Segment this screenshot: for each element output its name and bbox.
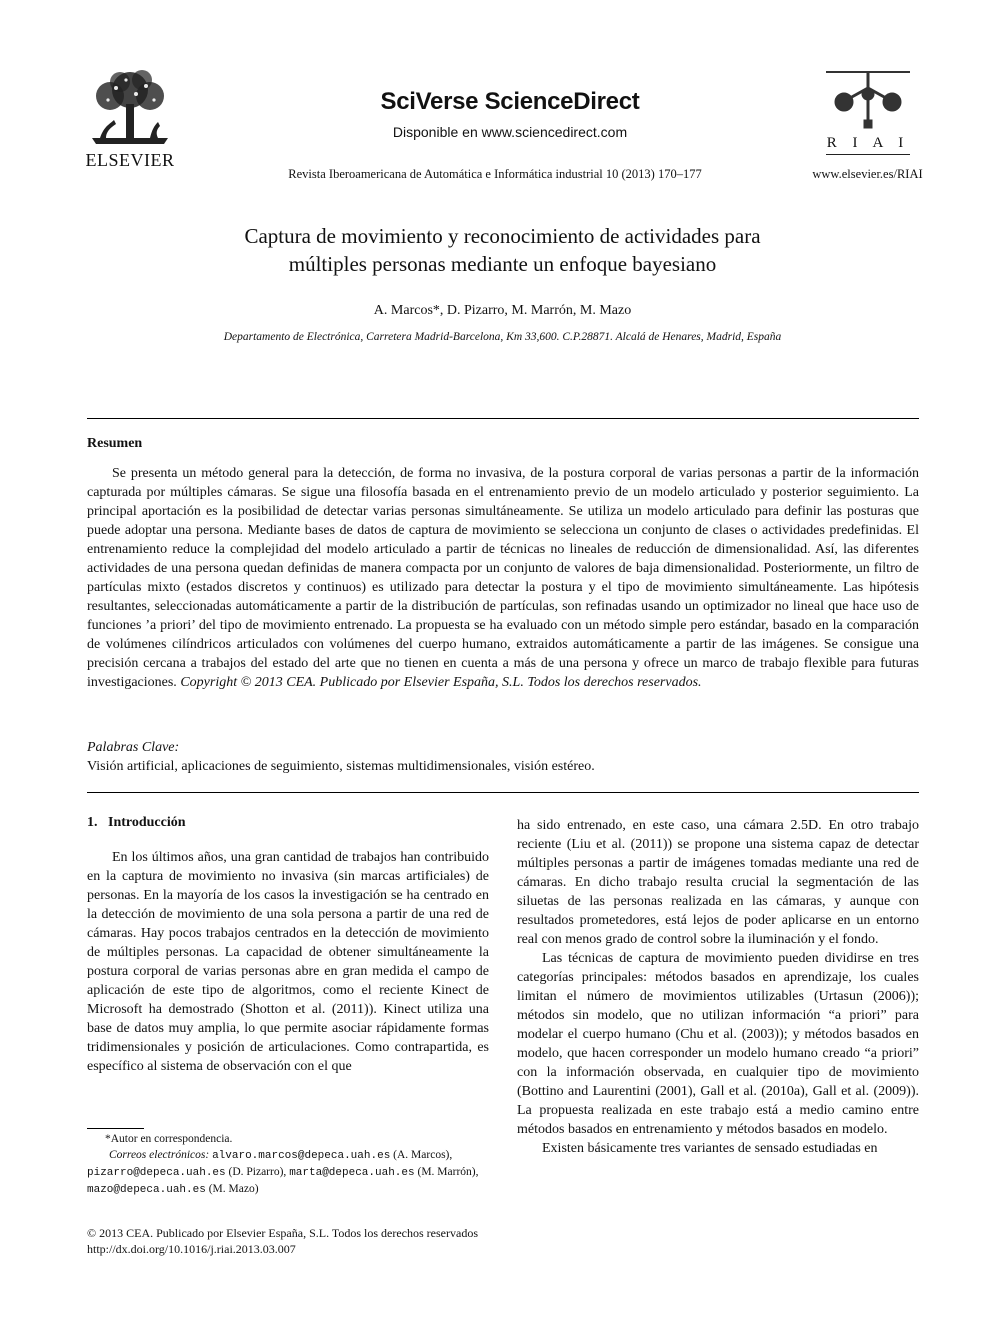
availability-line: Disponible en www.sciencedirect.com (392, 124, 628, 140)
author-list: A. Marcos*, D. Pizarro, M. Marrón, M. Mazo (373, 303, 632, 318)
email-link[interactable]: marta@depeca.uah.es (289, 1167, 415, 1179)
platform-name: SciVerse ScienceDirect (380, 88, 640, 115)
abstract-text: Se presenta un método general para la detección, de forma no invasiva, de la postura corporal de varias personas a partir de la información capturada por múltiples cámaras. Se sigue una filosofía basada en el entrenamiento previo de un modelo articulado y posterior seguimiento. La principal aportación es la posibilidad de detectar varias personas simultáneamente. Se utiliza un modelo articulado para definir las posturas que puede adoptar una persona. Mediante bases de datos de captura de movimiento se selecciona un conjunto de clases o actividades predefinidas. El entrenamiento reduce la complejidad del modelo articulado a partir de técnicas no lineales de reducción de dimensionalidad. Así, las diferentes actividades de una persona quedan definidas de manera compacta por un conjunto de valores de baja dimensionalidad. Posteriormente, un filtro de partículas mixto (estados discretos y continuos) es utilizado para detectar la postura y el tipo de movimiento simultáneamente. Las hipótesis resultantes, seleccionadas automáticamente a partir de la distribución de partículas, son refinadas usando un optimizador no lineal que hace uso de funciones ’a priori’ del tipo de movimiento entrenado. La propuesta se ha evaluado con un método simple pero estándar, basado en la comparación de volúmenes cilíndricos articulados con volúmenes del cuerpo humano, extraidos automáticamente a partir de las imágenes. Se consigue una precisión cercana a trabajos del estado del arte que no tienen en cuenta a más de una persona y ofrece un marco de trabajo flexible para futuras investigaciones. (87, 466, 919, 690)
footnote-rule (87, 1128, 144, 1129)
email-owner: (M. Marrón), (414, 1166, 479, 1178)
abstract-body (87, 464, 919, 692)
emails-label: Correos electrónicos: (109, 1149, 210, 1161)
email-note (87, 1147, 489, 1198)
riai-divider (826, 154, 910, 155)
affiliation: Departamento de Electrónica, Carretera Madrid-Barcelona, Km 33,600. C.P.28871. Alcalá de Henares, Madrid, España (223, 331, 782, 343)
riai-name: R I A I (826, 135, 910, 151)
email-link[interactable]: alvaro.marcos@depeca.uah.es (212, 1150, 391, 1162)
keywords: Visión artificial, aplicaciones de seguimiento, sistemas multidimensionales, visión estéreo. (87, 759, 595, 774)
corresponding-author-note: *Autor en correspondencia. (105, 1133, 233, 1145)
paragraph: ha sido entrenado, en este caso, una cámara 2.5D. En otro trabajo reciente (Liu et al. (2011)) se propone una sistema capaz de detectar múltiples personas a partir de imágenes tomadas mediante una red de cámaras. En dicho trabajo resulta crucial la segmentación de las siluetas de las personas realizada en las cámaras, y aunque con resultados prometedores, está lejos de poder aplicarse en un entorno real con menos grado de control sobre la iluminación y el fondo. (517, 818, 919, 947)
email-owner: (A. Marcos), (390, 1149, 453, 1161)
title-line-2: múltiples personas mediante un enfoque bayesiano (288, 252, 717, 276)
journal-citation: Revista Iberoamericana de Automática e Informática industrial 10 (2013) 170–177 (288, 167, 702, 181)
paragraph: Existen básicamente tres variantes de sensado estudiadas en (542, 1141, 878, 1156)
left-column (87, 848, 489, 1076)
email-owner: (D. Pizarro), (225, 1166, 290, 1178)
email-link[interactable]: pizarro@depeca.uah.es (87, 1167, 226, 1179)
paragraph: En los últimos años, una gran cantidad de trabajos han contribuido en la captura de movimiento no invasiva (sin marcas artificiales) de personas. En la mayoría de los casos la investigación se ha centrado en la detección de movimiento de una sola persona a partir de una red de cámaras. Hay pocos trabajos centrados en la detección de movimiento de múltiples personas. La capacidad de obtener simultáneamente la postura corporal de varias personas abre en gran medida el campo de aplicación de este tipo de algoritmos, como el reciente Kinect de Microsoft ha demostrado (Shotton et al. (2011)). Kinect utiliza una base de datos muy amplia, lo que permite asociar rápidamente formas tridimensionales y posición de articulaciones. Como contrapartida, es específico al sistema de observación con el que (87, 850, 489, 1074)
riai-url[interactable]: www.elsevier.es/RIAI (812, 167, 923, 181)
right-column (517, 816, 919, 1158)
email-link[interactable]: mazo@depeca.uah.es (87, 1184, 206, 1196)
abstract-bottom-rule (87, 792, 919, 793)
article-title (150, 222, 855, 278)
paragraph: Las técnicas de captura de movimiento pueden dividirse en tres categorías principales: métodos basados en aprendizaje, los cuales limitan el número de movimientos utilizables (Urtasun (2006)); métodos sin modelo, que no utilizan información “a priori” para modelar el cuerpo humano (Chu et al. (2003)); y métodos basados en modelo, que hacen corresponder un modelo humano creado “a priori” con la información observada, en cualquier tipo de movimiento (Bottino and Laurentini (2001), Gall et al. (2010a), Gall et al. (2009)). La propuesta realizada en este trabajo está a medio camino entre métodos basados en entrenamiento y métodos basados en modelo. (517, 951, 919, 1137)
publisher-name: ELSEVIER (85, 150, 175, 170)
doi-link[interactable]: http://dx.doi.org/10.1016/j.riai.2013.03.007 (87, 1242, 296, 1256)
abstract-copyright: Copyright © 2013 CEA. Publicado por Elsevier España, S.L. Todos los derechos reservados. (180, 675, 702, 690)
footnotes (87, 1131, 489, 1198)
keywords-label: Palabras Clave: (87, 740, 180, 755)
title-line-1: Captura de movimiento y reconocimiento de actividades para (244, 224, 761, 248)
abstract-heading: Resumen (87, 436, 143, 451)
email-owner: (M. Mazo) (205, 1183, 259, 1195)
section-heading: 1. Introducción (87, 815, 186, 830)
abstract-top-rule (87, 418, 919, 419)
copyright-line: © 2013 CEA. Publicado por Elsevier España, S.L. Todos los derechos reservados (87, 1226, 478, 1240)
page-footer (87, 1225, 687, 1257)
